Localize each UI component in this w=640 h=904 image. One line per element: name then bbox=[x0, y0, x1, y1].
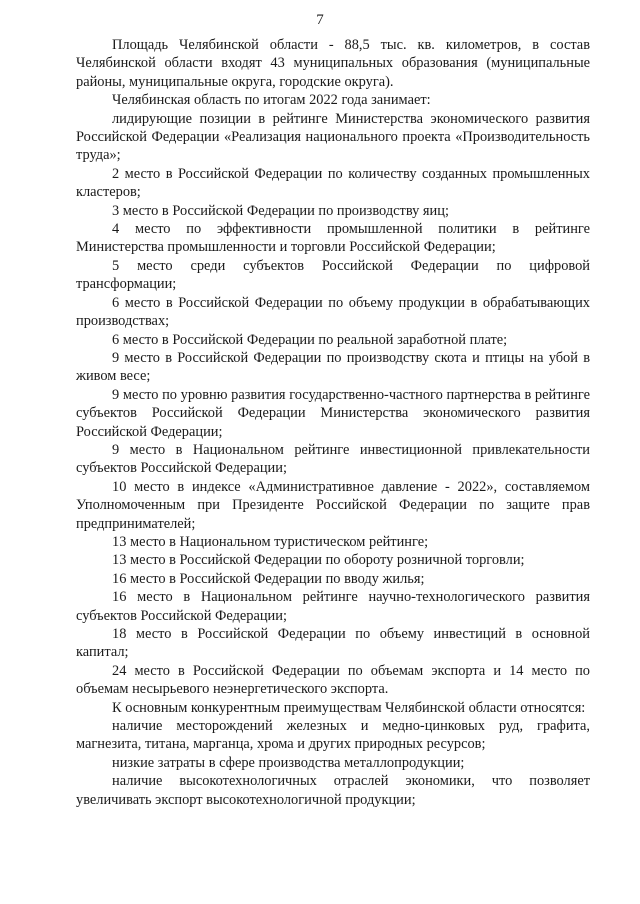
list-item-tourism: 13 место в Национальном туристическом рейтинге; bbox=[112, 533, 429, 550]
list-item-administrative-pressure: 10 место в индексе «Административное давление - 2022», составляемом Уполномоченным при Президенте Российской Федерации по защите прав предпринимателей; bbox=[76, 478, 590, 532]
paragraph-area-composition: Площадь Челябинской области - 88,5 тыс. кв. километров, в состав Челябинской области входят 43 муниципальных образования (муниципальные районы, муниципальные округа, городские округа). bbox=[76, 37, 590, 90]
list-item-livestock: 9 место в Российской Федерации по производству скота и птицы на убой в живом весе; bbox=[76, 349, 590, 385]
list-item-real-wage: 6 место в Российской Федерации по реальной заработной плате; bbox=[112, 331, 508, 348]
list-item-housing: 16 место в Российской Федерации по вводу жилья; bbox=[112, 570, 425, 587]
list-item-clusters: 2 место в Российской Федерации по количеству созданных промышленных кластеров; bbox=[76, 165, 590, 201]
page-number: 7 bbox=[316, 12, 324, 28]
document-body bbox=[76, 36, 590, 809]
list-item-retail: 13 место в Российской Федерации по обороту розничной торговли; bbox=[112, 552, 525, 569]
list-item-investment-attractiveness: 9 место в Национальном рейтинге инвестиционной привлекательности субъектов Российской Федерации; bbox=[76, 441, 590, 477]
paragraph-advantages-intro: К основным конкурентным преимуществам Челябинской области относятся: bbox=[112, 699, 586, 716]
list-item-digital-transformation: 5 место среди субъектов Российской Федерации по цифровой трансформации; bbox=[76, 257, 590, 293]
list-item-fixed-capital: 18 место в Российской Федерации по объему инвестиций в основной капитал; bbox=[76, 626, 590, 661]
list-item-eggs: 3 место в Российской Федерации по производству яиц; bbox=[112, 202, 449, 219]
list-item-deposits: наличие месторождений железных и медно-цинковых руд, графита, магнезита, титана, марганца, хрома и других природных ресурсов; bbox=[76, 718, 590, 753]
list-item-high-tech: наличие высокотехнологичных отраслей экономики, что позволяет увеличивать экспорт высокотехнологичной продукции; bbox=[76, 773, 590, 808]
paragraph-ratings-intro: Челябинская область по итогам 2022 года занимает: bbox=[112, 92, 431, 109]
list-item-ppp: 9 место по уровню развития государственно-частного партнерства в рейтинге субъектов Российской Федерации Министерства экономического развития Российской Федерации; bbox=[76, 386, 590, 440]
list-item-industrial-policy: 4 место по эффективности промышленной политики в рейтинге Министерства промышленности и торговли Российской Федерации; bbox=[76, 221, 590, 256]
list-item-export: 24 место в Российской Федерации по объемам экспорта и 14 место по объемам несырьевого неэнергетического экспорта. bbox=[76, 662, 590, 698]
list-item-low-costs: низкие затраты в сфере производства металлопродукции; bbox=[112, 754, 465, 771]
list-item-labor-productivity: лидирующие позиции в рейтинге Министерства экономического развития Российской Федерации «Реализация национального проекта «Производительность труда»; bbox=[76, 110, 590, 164]
list-item-manufacturing: 6 место в Российской Федерации по объему продукции в обрабатывающих производствах; bbox=[76, 294, 590, 330]
list-item-science-tech: 16 место в Национальном рейтинге научно-технологического развития субъектов Российской Федерации; bbox=[76, 589, 590, 624]
